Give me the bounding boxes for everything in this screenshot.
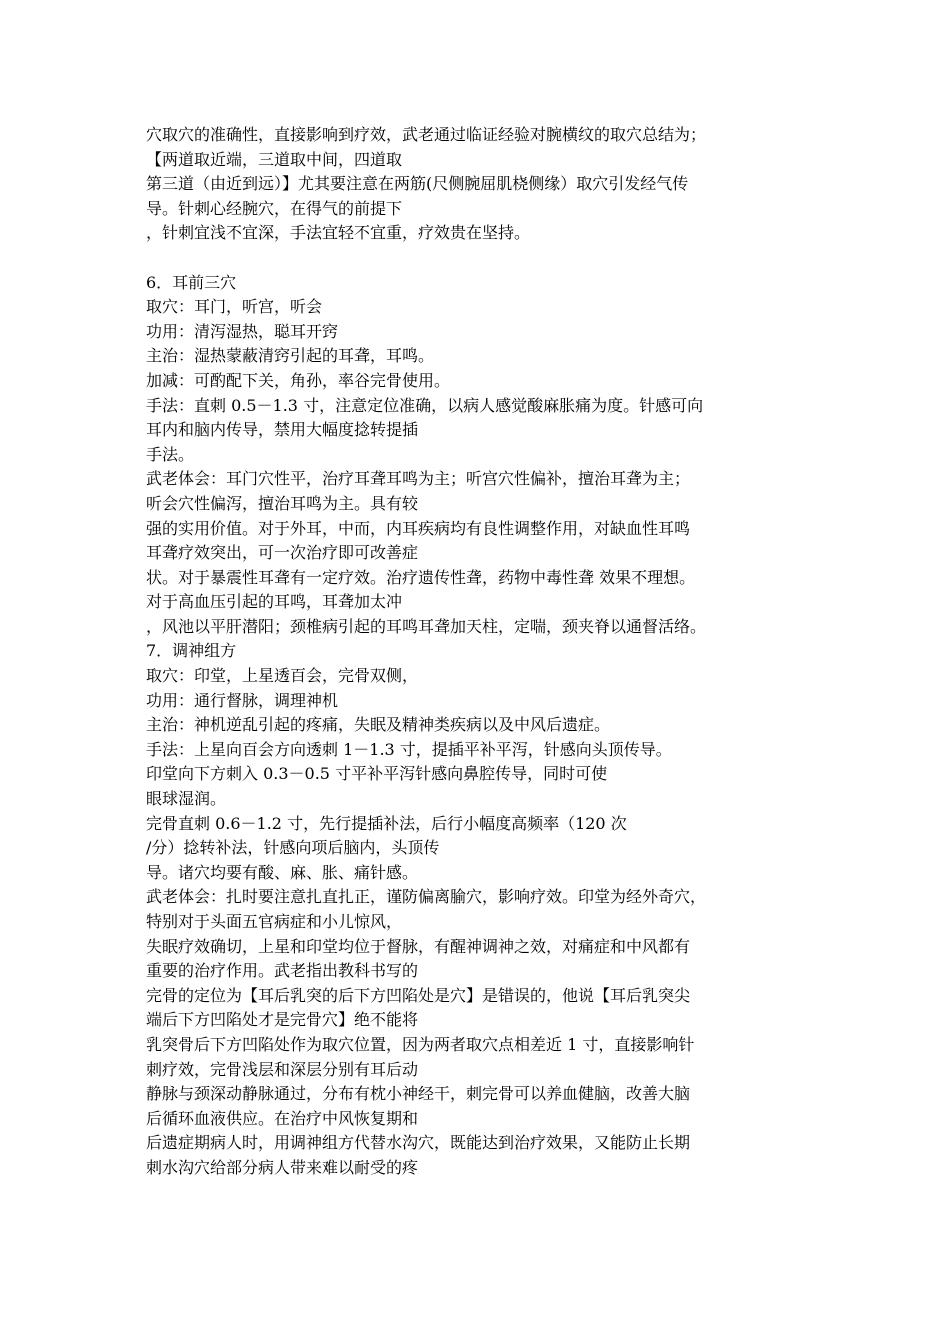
text-line: 乳突骨后下方凹陷处作为取穴位置，因为两者取穴点相差近 1 寸，直接影响针 <box>146 1034 695 1054</box>
text-line: 后遗症期病人时，用调神组方代替水沟穴，既能达到治疗效果，又能防止长期 <box>146 1133 691 1153</box>
text-line: 特别对于头面五官病症和小儿惊风， <box>146 912 403 931</box>
text-line: 耳内和脑内传导，禁用大幅度捻转提插 <box>146 420 419 440</box>
text-line: ，针刺宜浅不宜深，手法宜轻不宜重，疗效贵在坚持。 <box>146 223 531 243</box>
text-line: 武老体会：扎时要注意扎直扎正，谨防偏离腧穴，影响疗效。印堂为经外奇穴， <box>146 887 707 907</box>
text-line: 后循环血液供应。在治疗中风恢复期和 <box>146 1108 419 1128</box>
text-line: 耳聋疗效突出，可一次治疗即可改善症 <box>146 543 419 563</box>
text-line: 听会穴性偏泻，擅治耳鸣为主。具有较 <box>146 493 419 513</box>
text-line: 完骨的定位为【耳后乳突的后下方凹陷处是穴】是错误的，他说【耳后乳突尖 <box>146 985 691 1005</box>
text-line: 主治：湿热蒙蔽清窍引起的耳聋，耳鸣。 <box>146 346 435 366</box>
text-line: 取穴：印堂，上星透百会，完骨双侧， <box>146 666 419 686</box>
text-line: 强的实用价值。对于外耳，中而，内耳疾病均有良性调整作用，对缺血性耳鸣 <box>146 518 691 538</box>
text-line: 静脉与颈深动静脉通过，分布有枕小神经干，刺完骨可以养血健脑，改善大脑 <box>146 1084 691 1104</box>
text-line: 穴取穴的准确性，直接影响到疗效，武老通过临证经验对腕横纹的取穴总结为； <box>146 125 707 144</box>
text-line: 眼球湿润。 <box>146 789 227 809</box>
text-line: 手法。 <box>146 444 195 464</box>
blank-line <box>146 246 814 271</box>
text-line: 取穴：耳门，听宫，听会 <box>146 297 323 317</box>
text-line: 加减：可酌配下关，角孙，率谷完骨使用。 <box>146 370 451 390</box>
text-line: 状。对于暴震性耳聋有一定疗效。治疗遗传性聋，药物中毒性聋 效果不理想。 <box>146 567 696 587</box>
text-line: 完骨直刺 0.6－1.2 寸，先行提插补法，后行小幅度高频率（120 次 <box>146 813 627 833</box>
text-line: 功用：清泻湿热，聪耳开窍 <box>146 321 339 341</box>
text-line: 【两道取近端，三道取中间，四道取 <box>146 149 403 169</box>
document-body <box>146 123 814 1181</box>
text-line: 主治：神机逆乱引起的疼痛，失眠及精神类疾病以及中风后遗症。 <box>146 715 611 735</box>
text-line: 刺水沟穴给部分病人带来难以耐受的疼 <box>146 1157 419 1177</box>
text-line: 手法：直刺 0.5－1.3 寸，注意定位准确，以病人感觉酸麻胀痛为度。针感可向 <box>146 395 704 415</box>
text-line: 印堂向下方刺入 0.3－0.5 寸平补平泻针感向鼻腔传导，同时可使 <box>146 764 608 784</box>
text-line: 端后下方凹陷处才是完骨穴】绝不能将 <box>146 1010 419 1030</box>
text-line: 手法：上星向百会方向透刺 1－1.3 寸，提插平补平泻，针感向头顶传导。 <box>146 739 672 759</box>
text-line: /分）捻转补法，针感向项后脑内，头顶传 <box>146 838 440 858</box>
text-line: 失眠疗效确切，上星和印堂均位于督脉，有醒神调神之效，对痛症和中风都有 <box>146 936 691 956</box>
text-line: 第三道（由近到远）】尤其要注意在两筋(尺侧腕屈肌桡侧缘）取穴引发经气传 <box>146 174 689 194</box>
text-line: 重要的治疗作用。武老指出教科书写的 <box>146 961 419 981</box>
text-line: 刺疗效，完骨浅层和深层分别有耳后动 <box>146 1059 419 1079</box>
section-heading: 6．耳前三穴 <box>146 272 237 292</box>
text-line: ，风池以平肝潜阳；颈椎病引起的耳鸣耳聋加天柱，定喘，颈夹脊以通督活络。 <box>146 616 707 636</box>
text-line: 功用：通行督脉，调理神机 <box>146 690 339 710</box>
section-heading: 7．调神组方 <box>146 641 237 661</box>
text-line: 武老体会：耳门穴性平，治疗耳聋耳鸣为主；听宫穴性偏补，擅治耳聋为主； <box>146 469 691 489</box>
text-line: 对于高血压引起的耳鸣，耳聋加太冲 <box>146 592 403 612</box>
text-line: 导。诸穴均要有酸、麻、胀、痛针感。 <box>146 862 419 882</box>
text-line: 导。针刺心经腕穴，在得气的前提下 <box>146 198 403 218</box>
